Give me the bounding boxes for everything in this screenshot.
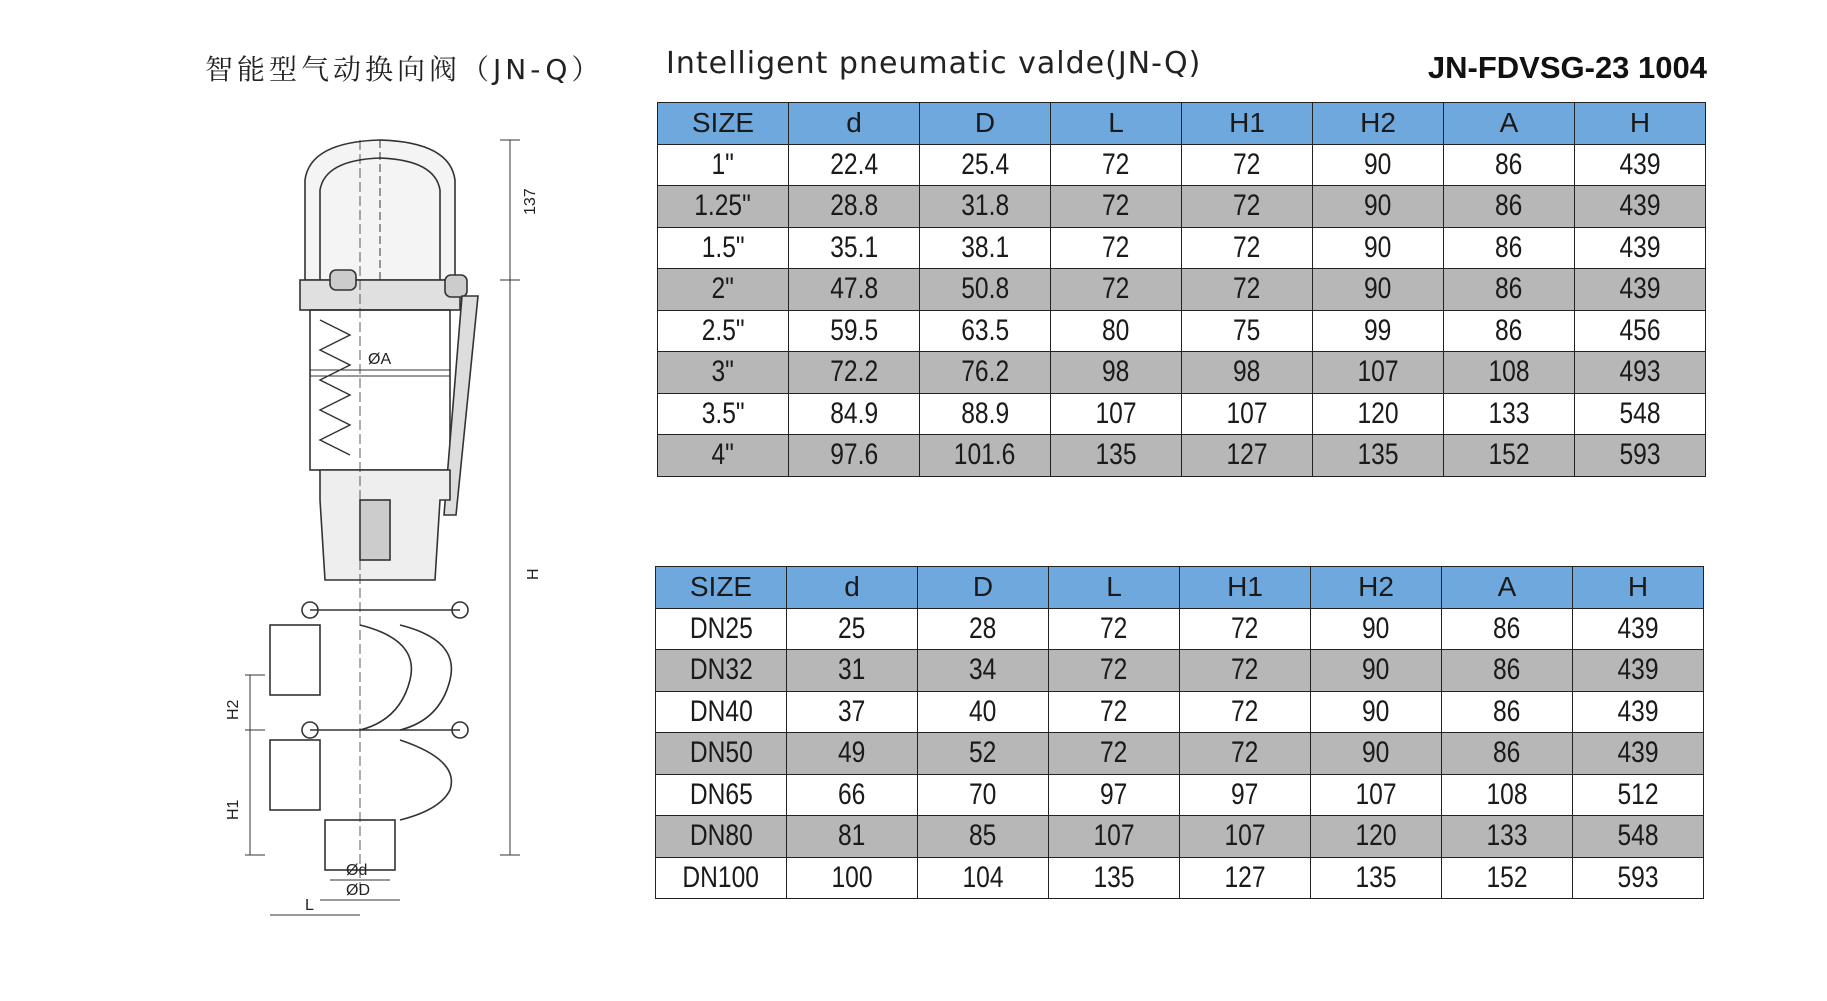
cell-value: 2": [711, 272, 735, 306]
column-header: L: [1049, 567, 1180, 609]
table-cell: [1049, 816, 1180, 858]
table-row: [658, 393, 1706, 435]
table-cell: [1311, 691, 1442, 733]
table-cell: [789, 227, 920, 269]
cell-value: 70: [969, 777, 997, 811]
cell-value: DN50: [689, 736, 753, 770]
cell-value: 135: [1357, 438, 1399, 472]
cell-value: 72: [1231, 736, 1259, 770]
cell-value: 72: [1102, 189, 1130, 223]
dim-h-label: H: [525, 568, 542, 580]
table-row: [658, 310, 1706, 352]
table-cell: [1311, 733, 1442, 775]
table-cell: [1180, 691, 1311, 733]
cell-value: 3.5": [701, 396, 745, 430]
table-cell: [1444, 227, 1575, 269]
table-cell: [1051, 393, 1182, 435]
column-header: H: [1573, 567, 1704, 609]
table-cell: [1049, 691, 1180, 733]
table-cell: [1051, 435, 1182, 477]
cell-value: 31: [838, 653, 866, 687]
cell-value: 72: [1231, 694, 1259, 728]
column-header: H1: [1182, 103, 1313, 145]
cell-value: 86: [1493, 736, 1521, 770]
table-cell: [1180, 774, 1311, 816]
cell-value: 40: [969, 694, 997, 728]
cell-value: 107: [1224, 819, 1266, 853]
cell-value: 86: [1493, 653, 1521, 687]
spec-table-inch: [657, 102, 1706, 477]
table-cell: [1051, 144, 1182, 186]
cell-value: 86: [1495, 189, 1523, 223]
cell-value: 90: [1364, 230, 1392, 264]
cell-value: 72: [1231, 611, 1259, 645]
table-cell: [1575, 393, 1706, 435]
table-row: [658, 352, 1706, 394]
table-cell: [1311, 774, 1442, 816]
table-row: [656, 774, 1704, 816]
title-english: Intelligent pneumatic valde(JN-Q): [666, 46, 1202, 81]
table-cell: [1444, 310, 1575, 352]
cell-value: 72: [1233, 189, 1261, 223]
cell-value: 22.4: [830, 147, 878, 181]
table-cell: [1573, 691, 1704, 733]
cell-value: 66: [838, 777, 866, 811]
table-cell: [789, 310, 920, 352]
cell-value: 493: [1619, 355, 1661, 389]
cell-value: DN40: [689, 694, 753, 728]
cell-value: 86: [1495, 147, 1523, 181]
table-cell: [1182, 310, 1313, 352]
table-cell: [918, 774, 1049, 816]
cell-value: 108: [1486, 777, 1528, 811]
cell-value: 85: [969, 819, 997, 853]
table-cell: [1575, 310, 1706, 352]
cell-value: 90: [1364, 147, 1392, 181]
table-cell: [787, 733, 918, 775]
table-cell: [1575, 269, 1706, 311]
cell-value: DN65: [689, 777, 753, 811]
table-cell: [656, 816, 787, 858]
dim-h1-label: H1: [225, 799, 242, 820]
table-cell: [1444, 352, 1575, 394]
table-cell: [918, 816, 1049, 858]
cell-value: 84.9: [830, 396, 878, 430]
table-cell: [1313, 227, 1444, 269]
column-header: H2: [1313, 103, 1444, 145]
cell-value: DN80: [689, 819, 753, 853]
cell-value: 107: [1226, 396, 1268, 430]
table-cell: [1311, 608, 1442, 650]
cell-value: 52: [969, 736, 997, 770]
cell-value: 86: [1493, 694, 1521, 728]
table-cell: [1311, 816, 1442, 858]
table-cell: [918, 691, 1049, 733]
cell-value: 97: [1231, 777, 1259, 811]
table-cell: [656, 733, 787, 775]
table-cell: [1051, 186, 1182, 228]
table-cell: [1051, 310, 1182, 352]
cell-value: 152: [1486, 860, 1528, 894]
cell-value: 97.6: [830, 438, 878, 472]
cell-value: 2.5": [701, 313, 745, 347]
cell-value: 120: [1357, 396, 1399, 430]
cell-value: 90: [1362, 694, 1390, 728]
title-chinese: 智能型气动换向阀（JN-Q）: [205, 53, 604, 86]
table-cell: [1575, 435, 1706, 477]
table-cell: [1444, 144, 1575, 186]
table-cell: [1051, 269, 1182, 311]
table-cell: [1313, 393, 1444, 435]
cell-value: 72.2: [830, 355, 878, 389]
cell-value: 75: [1233, 313, 1261, 347]
table-cell: [658, 186, 789, 228]
cell-value: 101.6: [954, 438, 1016, 472]
cell-value: 107: [1095, 396, 1137, 430]
table-cell: [787, 816, 918, 858]
cell-value: 90: [1362, 653, 1390, 687]
cell-value: 86: [1495, 313, 1523, 347]
table-cell: [1442, 608, 1573, 650]
cell-value: 98: [1233, 355, 1261, 389]
cell-value: 81: [838, 819, 866, 853]
table-cell: [1049, 857, 1180, 899]
table-cell: [789, 269, 920, 311]
table-cell: [1444, 186, 1575, 228]
cell-value: 439: [1617, 611, 1659, 645]
table-cell: [787, 857, 918, 899]
table-cell: [789, 352, 920, 394]
cell-value: 72: [1233, 272, 1261, 306]
table-row: [656, 816, 1704, 858]
cell-value: 38.1: [961, 230, 1009, 264]
dim-a-label: ØA: [368, 351, 392, 368]
cell-value: 28.8: [830, 189, 878, 223]
table-cell: [1313, 186, 1444, 228]
table-cell: [1313, 310, 1444, 352]
column-header: SIZE: [656, 567, 787, 609]
table-row: [658, 186, 1706, 228]
cell-value: 135: [1095, 438, 1137, 472]
table-cell: [920, 186, 1051, 228]
cell-value: 25.4: [961, 147, 1009, 181]
cell-value: 37: [838, 694, 866, 728]
table-cell: [918, 857, 1049, 899]
cell-value: 1": [711, 147, 735, 181]
cell-value: 28: [969, 611, 997, 645]
cell-value: 108: [1488, 355, 1530, 389]
table-cell: [1182, 393, 1313, 435]
table-cell: [920, 352, 1051, 394]
table-cell: [1442, 691, 1573, 733]
cell-value: 99: [1364, 313, 1392, 347]
dim-d-label: Ød: [346, 862, 368, 879]
cell-value: 439: [1619, 147, 1661, 181]
column-header: D: [918, 567, 1049, 609]
cell-value: 439: [1619, 189, 1661, 223]
cell-value: 439: [1617, 694, 1659, 728]
table-cell: [789, 186, 920, 228]
table-cell: [656, 857, 787, 899]
cell-value: 86: [1495, 272, 1523, 306]
cell-value: 133: [1486, 819, 1528, 853]
cell-value: 72: [1231, 653, 1259, 687]
cell-value: 63.5: [961, 313, 1009, 347]
cell-value: 72: [1102, 230, 1130, 264]
table-cell: [658, 352, 789, 394]
table-cell: [1182, 352, 1313, 394]
table-cell: [787, 650, 918, 692]
cell-value: 72: [1102, 272, 1130, 306]
table-row: [656, 857, 1704, 899]
cell-value: 1.25": [694, 189, 752, 223]
table-header-row: [658, 103, 1706, 145]
cell-value: 1.5": [701, 230, 745, 264]
table-cell: [1442, 733, 1573, 775]
cell-value: 97: [1100, 777, 1128, 811]
table-cell: [1573, 774, 1704, 816]
column-header: D: [920, 103, 1051, 145]
cell-value: 80: [1102, 313, 1130, 347]
cell-value: 88.9: [961, 396, 1009, 430]
cell-value: DN100: [682, 860, 760, 894]
cell-value: 31.8: [961, 189, 1009, 223]
table-cell: [920, 310, 1051, 352]
cell-value: 50.8: [961, 272, 1009, 306]
table-cell: [1180, 857, 1311, 899]
table-row: [658, 269, 1706, 311]
cell-value: DN25: [689, 611, 753, 645]
cell-value: 593: [1617, 860, 1659, 894]
table-cell: [1182, 186, 1313, 228]
cell-value: 90: [1362, 611, 1390, 645]
table-cell: [1573, 608, 1704, 650]
table-cell: [1575, 186, 1706, 228]
table-cell: [1442, 650, 1573, 692]
cell-value: 439: [1617, 736, 1659, 770]
table-cell: [1444, 435, 1575, 477]
table-cell: [1573, 816, 1704, 858]
cell-value: 72: [1100, 694, 1128, 728]
cell-value: 90: [1364, 272, 1392, 306]
table-cell: [1311, 650, 1442, 692]
table-cell: [1049, 733, 1180, 775]
cell-value: 548: [1619, 396, 1661, 430]
table-cell: [1049, 774, 1180, 816]
cell-value: 107: [1355, 777, 1397, 811]
table-cell: [658, 435, 789, 477]
column-header: d: [789, 103, 920, 145]
table-cell: [1444, 269, 1575, 311]
table-cell: [1051, 227, 1182, 269]
column-header: A: [1444, 103, 1575, 145]
cell-value: 127: [1224, 860, 1266, 894]
cell-value: 47.8: [830, 272, 878, 306]
table-cell: [1573, 650, 1704, 692]
table-cell: [787, 691, 918, 733]
table-cell: [1575, 144, 1706, 186]
table-row: [656, 608, 1704, 650]
table-row: [658, 435, 1706, 477]
table-cell: [1442, 774, 1573, 816]
table-cell: [658, 227, 789, 269]
table-row: [658, 227, 1706, 269]
table-cell: [1049, 650, 1180, 692]
cell-value: 59.5: [830, 313, 878, 347]
cell-value: 512: [1617, 777, 1659, 811]
cell-value: 72: [1233, 147, 1261, 181]
table-cell: [1442, 857, 1573, 899]
table-cell: [1182, 435, 1313, 477]
table-cell: [1444, 393, 1575, 435]
column-header: L: [1051, 103, 1182, 145]
column-header: A: [1442, 567, 1573, 609]
cell-value: 34: [969, 653, 997, 687]
cell-value: 3": [711, 355, 735, 389]
table-cell: [787, 774, 918, 816]
cell-value: 72: [1100, 736, 1128, 770]
cell-value: 72: [1100, 611, 1128, 645]
column-header: H2: [1311, 567, 1442, 609]
cell-value: 107: [1093, 819, 1135, 853]
column-header: d: [787, 567, 918, 609]
table-cell: [920, 227, 1051, 269]
table-cell: [658, 393, 789, 435]
table-cell: [1180, 608, 1311, 650]
cell-value: 120: [1355, 819, 1397, 853]
table-cell: [920, 393, 1051, 435]
table-cell: [1313, 144, 1444, 186]
cell-value: 86: [1493, 611, 1521, 645]
table-cell: [918, 650, 1049, 692]
table-cell: [1313, 269, 1444, 311]
table-cell: [920, 435, 1051, 477]
table-cell: [918, 733, 1049, 775]
cell-value: 133: [1488, 396, 1530, 430]
column-header: H: [1575, 103, 1706, 145]
table-cell: [920, 269, 1051, 311]
cell-value: 127: [1226, 438, 1268, 472]
table-cell: [1180, 650, 1311, 692]
table-cell: [1180, 816, 1311, 858]
table-cell: [789, 393, 920, 435]
table-cell: [1182, 269, 1313, 311]
cell-value: 35.1: [830, 230, 878, 264]
table-row: [656, 733, 1704, 775]
cell-value: 439: [1617, 653, 1659, 687]
cell-value: DN32: [689, 653, 753, 687]
cell-value: 49: [838, 736, 866, 770]
cell-value: 4": [711, 438, 735, 472]
cell-value: 439: [1619, 272, 1661, 306]
dim-l-label: L: [305, 897, 314, 914]
table-cell: [1049, 608, 1180, 650]
dim-D-label: ØD: [346, 882, 370, 899]
table-cell: [920, 144, 1051, 186]
cell-value: 135: [1355, 860, 1397, 894]
cell-value: 25: [838, 611, 866, 645]
table-cell: [656, 691, 787, 733]
cell-value: 72: [1102, 147, 1130, 181]
table-cell: [1051, 352, 1182, 394]
valve-technical-drawing: [225, 120, 550, 920]
cell-value: 548: [1617, 819, 1659, 853]
table-cell: [1313, 435, 1444, 477]
table-cell: [1573, 857, 1704, 899]
spec-table-dn: [655, 566, 1704, 899]
column-header: SIZE: [658, 103, 789, 145]
cell-value: 100: [831, 860, 873, 894]
cell-value: 104: [962, 860, 1004, 894]
table-cell: [656, 774, 787, 816]
table-cell: [918, 608, 1049, 650]
table-cell: [1575, 227, 1706, 269]
table-header-row: [656, 567, 1704, 609]
cell-value: 72: [1233, 230, 1261, 264]
table-cell: [1442, 816, 1573, 858]
table-cell: [658, 144, 789, 186]
dim-h2-label: H2: [225, 699, 242, 720]
cell-value: 107: [1357, 355, 1399, 389]
cell-value: 72: [1100, 653, 1128, 687]
cell-value: 76.2: [961, 355, 1009, 389]
table-cell: [1180, 733, 1311, 775]
cell-value: 593: [1619, 438, 1661, 472]
cell-value: 90: [1362, 736, 1390, 770]
table-cell: [1311, 857, 1442, 899]
actuator-cap-shape: [305, 140, 455, 280]
table-row: [656, 650, 1704, 692]
model-number: JN-FDVSG-23 1004: [1427, 50, 1707, 85]
dim-137-label: 137: [522, 188, 539, 215]
table-cell: [656, 650, 787, 692]
table-cell: [1182, 144, 1313, 186]
cell-value: 90: [1364, 189, 1392, 223]
table-cell: [1573, 733, 1704, 775]
cell-value: 456: [1619, 313, 1661, 347]
table-row: [658, 144, 1706, 186]
cell-value: 439: [1619, 230, 1661, 264]
table-cell: [789, 144, 920, 186]
table-cell: [789, 435, 920, 477]
cell-value: 135: [1093, 860, 1135, 894]
column-header: H1: [1180, 567, 1311, 609]
table-cell: [787, 608, 918, 650]
table-cell: [1182, 227, 1313, 269]
table-cell: [1313, 352, 1444, 394]
table-cell: [1575, 352, 1706, 394]
cell-value: 86: [1495, 230, 1523, 264]
table-cell: [658, 269, 789, 311]
table-row: [656, 691, 1704, 733]
table-cell: [656, 608, 787, 650]
cell-value: 98: [1102, 355, 1130, 389]
table-cell: [658, 310, 789, 352]
cell-value: 152: [1488, 438, 1530, 472]
